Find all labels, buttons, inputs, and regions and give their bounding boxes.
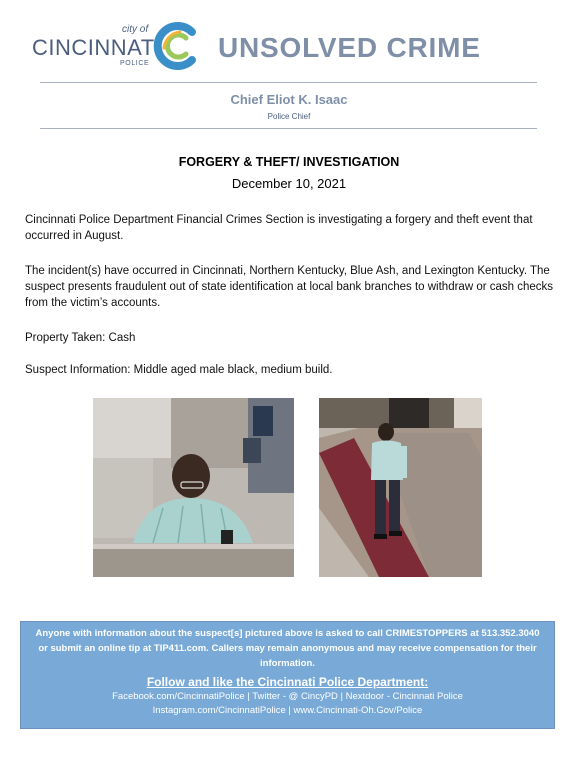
chief-name: Chief Eliot K. Isaac [230, 92, 348, 107]
crimestoppers-footer [20, 621, 555, 729]
notice-date: December 10, 2021 [231, 176, 347, 191]
logo-city-of-text: city of [122, 24, 149, 35]
suspect-photo-bank-counter-illustration [93, 398, 294, 577]
logo-cincinnati-text: CINCINNATI [32, 35, 162, 60]
paragraph-incidents: The incident(s) have occurred in Cincinnati, Northern Kentucky, Blue Ash, and Lexington Kentucky. The suspect presents fraudulent out of state identification at local bank branches to withdraw or cash checks from the victim’s accounts. [25, 265, 554, 309]
social-links-line-2[interactable]: Instagram.com/CincinnatiPolice | www.Cincinnati-Oh.Gov/Police [152, 705, 423, 716]
paragraph-investigation: Cincinnati Police Department Financial Crimes Section is investigating a forgery and theft event that occurred in August. [25, 214, 533, 242]
header-divider-top [40, 82, 537, 83]
notice-title: FORGERY & THEFT/ INVESTIGATION [178, 155, 400, 169]
suspect-photo-bank-counter [93, 398, 294, 577]
page-title: UNSOLVED CRIME [218, 32, 481, 63]
suspect-photo-lobby [319, 398, 482, 577]
cincinnati-c-logo-mark [152, 22, 202, 70]
social-links-line-1[interactable]: Facebook.com/CincinnatiPolice | Twitter - @ CincyPD | Nextdoor - Cincinnati Police [112, 691, 463, 702]
chief-title: Police Chief [267, 112, 311, 121]
paragraph-suspect-info: Suspect Information: Middle aged male black, medium build. [25, 364, 333, 376]
paragraph-property-taken: Property Taken: Cash [25, 332, 136, 344]
crimestoppers-tip-text: Anyone with information about the suspect[s] pictured above is asked to call CRIMESTOPPERS at 513.352.3040 or submit an online tip at TIP411.com. Callers may remain anonymous and may receive compensation for their information. [35, 628, 540, 669]
logo-police-text: POLICE [120, 60, 150, 67]
suspect-photo-lobby-illustration [319, 398, 482, 577]
follow-heading: Follow and like the Cincinnati Police Department: [146, 675, 429, 689]
header-divider-bottom [40, 128, 537, 129]
